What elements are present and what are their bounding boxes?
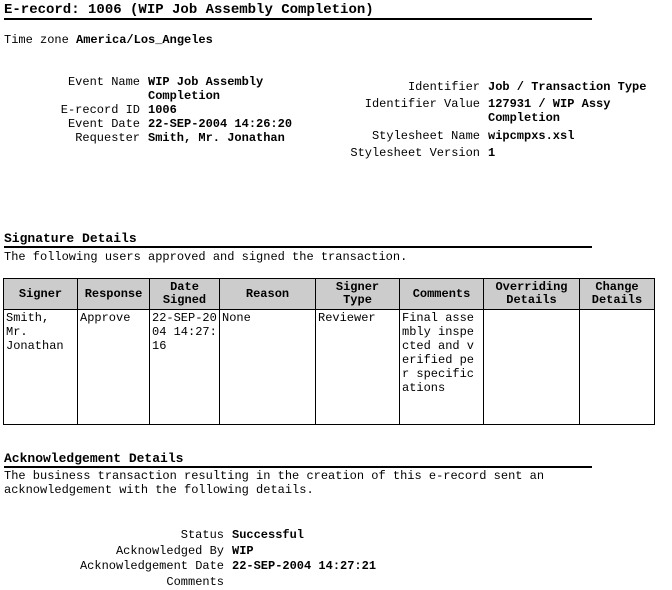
identifier-value: Job / Transaction Type [488,80,647,94]
ack-status-label: Status [180,528,224,542]
timezone-label: Time zone [4,33,69,47]
acknowledgement-description: The business transaction resulting in the creation of this e-record sent an acknowledgement with the following details. [4,469,545,497]
cell-signer-type: Reviewer [316,310,400,425]
col-reason: Reason [220,279,316,310]
event-name-value: WIP Job Assembly Completion [148,75,264,103]
timezone-value: America/Los_Angeles [76,33,213,47]
requester-value: Smith, Mr. Jonathan [148,131,285,145]
ack-status-value: Successful [232,528,305,542]
identifier-details [332,80,672,163]
requester-label: Requester [75,131,140,145]
cell-signer: Smith, Mr. Jonathan [4,310,78,425]
stylesheet-name-label: Stylesheet Name [371,129,480,143]
signature-description: The following users approved and signed the transaction. [4,250,408,264]
col-signer-type: Signer Type [316,279,400,310]
event-name-label: Event Name [67,75,140,89]
signature-details-heading: Signature Details [4,232,592,248]
cell-response: Approve [78,310,150,425]
stylesheet-name-value: wipcmpxs.xsl [488,129,575,143]
erecord-id-label: E-record ID [60,103,140,117]
col-signer: Signer [4,279,78,310]
ack-comments-value [232,575,376,590]
col-date-signed: Date Signed [150,279,220,310]
cell-date-signed: 22-SEP-2004 14:27:16 [150,310,220,425]
cell-overriding-details [484,310,580,425]
erecord-id-value: 1006 [148,103,177,117]
ack-date-value: 22-SEP-2004 14:27:21 [232,559,377,573]
identifier-label: Identifier [407,80,480,94]
acknowledgement-details-heading: Acknowledgement Details [4,452,592,468]
timezone-line [4,33,213,47]
event-details [4,75,318,145]
cell-reason: None [220,310,316,425]
acknowledgement-details [4,528,376,590]
ack-by-value: WIP [232,543,254,558]
signature-header-row [4,279,655,310]
page-title: E-record: 1006 (WIP Job Assembly Completion) [4,2,592,20]
col-change-details: Change Details [580,279,655,310]
ack-date-label: Acknowledgement Date [79,559,224,573]
cell-change-details [580,310,655,425]
identifier-value-label: Identifier Value [364,97,480,111]
stylesheet-version-label: Stylesheet Version [350,146,480,160]
stylesheet-version-value: 1 [488,146,496,160]
identifier-value-value: 127931 / WIP Assy Completion [488,97,611,125]
cell-comments: Final assembly inspected and verified per specifications [400,310,484,425]
event-date-value: 22-SEP-2004 14:26:20 [148,117,293,131]
col-comments: Comments [400,279,484,310]
table-row [4,310,655,425]
col-response: Response [78,279,150,310]
col-overriding-details: Overriding Details [484,279,580,310]
ack-comments-label: Comments [166,574,224,589]
ack-by-label: Acknowledged By [115,543,224,558]
event-date-label: Event Date [67,117,140,131]
signature-table [3,278,655,425]
